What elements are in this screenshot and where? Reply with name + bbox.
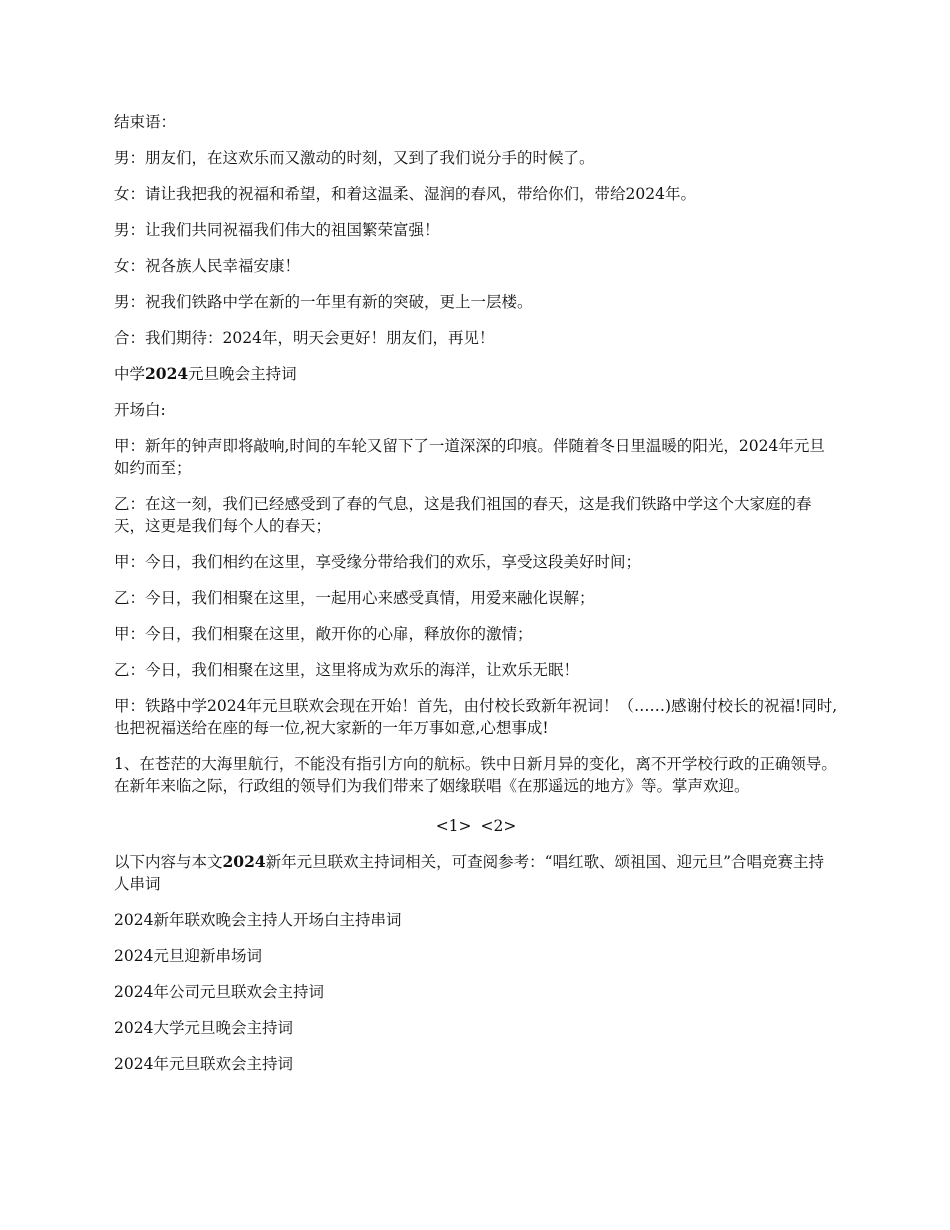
section-title xyxy=(114,363,838,385)
opening-line: 1、在苍茫的大海里航行，不能没有指引方向的航标。铁中日新月异的变化，离不开学校行政的正确领导。在新年来临之际，行政组的领导们为我们带来了姻缘联唱《在那遥远的地方》等。掌声欢迎。 xyxy=(114,755,837,795)
related-link[interactable]: 2024年元旦联欢会主持词 xyxy=(114,1055,293,1073)
related-intro-prefix: 以下内容与本文 xyxy=(114,853,223,871)
related-intro xyxy=(114,851,838,895)
opening-line: 乙：今日，我们相聚在这里，这里将成为欢乐的海洋，让欢乐无眠！ xyxy=(114,661,580,679)
opening-line: 甲：今日，我们相聚在这里，敞开你的心扉，释放你的激情； xyxy=(114,625,533,643)
pagination xyxy=(114,815,838,837)
related-intro-year: 2024 xyxy=(222,852,266,871)
opening-line: 甲：新年的钟声即将敲响,时间的车轮又留下了一道深深的印痕。伴随着冬日里温暖的阳光，2024年元旦如约而至； xyxy=(114,437,825,477)
document-body xyxy=(114,111,838,1089)
opening-heading: 开场白: xyxy=(114,401,166,419)
related-link[interactable]: 2024大学元旦晚会主持词 xyxy=(114,1019,293,1037)
related-intro-suffix[interactable]: 新年元旦联欢主持词相关，可查阅参考：“唱红歌、颂祖国、迎元旦”合唱竞赛主持人串词 xyxy=(114,853,825,893)
closing-heading: 结束语： xyxy=(114,113,177,131)
related-link[interactable]: 2024元旦迎新串场词 xyxy=(114,947,262,965)
page-link-1[interactable]: <1> xyxy=(435,817,472,835)
section-title-year: 2024 xyxy=(145,364,189,383)
opening-line: 甲：铁路中学2024年元旦联欢会现在开始！首先，由付校长致新年祝词！（……)感谢付校长的祝福!同时,也把祝福送给在座的每一位,祝大家新的一年万事如意,心想事成! xyxy=(114,697,838,737)
closing-line: 男：朋友们，在这欢乐而又激动的时刻，又到了我们说分手的时候了。 xyxy=(114,149,595,167)
page-link-2[interactable]: <2> xyxy=(480,817,517,835)
closing-line: 男：让我们共同祝福我们伟大的祖国繁荣富强！ xyxy=(114,221,440,239)
section-title-suffix: 元旦晚会主持词 xyxy=(188,365,297,383)
opening-line: 甲：今日，我们相约在这里，享受缘分带给我们的欢乐，享受这段美好时间； xyxy=(114,553,642,571)
closing-line: 女：请让我把我的祝福和希望，和着这温柔、湿润的春风，带给你们，带给2024年。 xyxy=(114,185,696,203)
related-link[interactable]: 2024新年联欢晚会主持人开场白主持串词 xyxy=(114,911,402,929)
opening-line: 乙：今日，我们相聚在这里，一起用心来感受真情，用爱来融化误解； xyxy=(114,589,595,607)
closing-line: 男：祝我们铁路中学在新的一年里有新的突破，更上一层楼。 xyxy=(114,293,533,311)
closing-line: 合：我们期待：2024年，明天会更好！朋友们，再见！ xyxy=(114,329,495,347)
closing-line: 女：祝各族人民幸福安康！ xyxy=(114,257,301,275)
section-title-prefix: 中学 xyxy=(114,365,146,383)
opening-line: 乙：在这一刻，我们已经感受到了春的气息，这是我们祖国的春天，这是我们铁路中学这个大家庭的春天，这更是我们每个人的春天； xyxy=(114,495,812,535)
related-link[interactable]: 2024年公司元旦联欢会主持词 xyxy=(114,983,324,1001)
